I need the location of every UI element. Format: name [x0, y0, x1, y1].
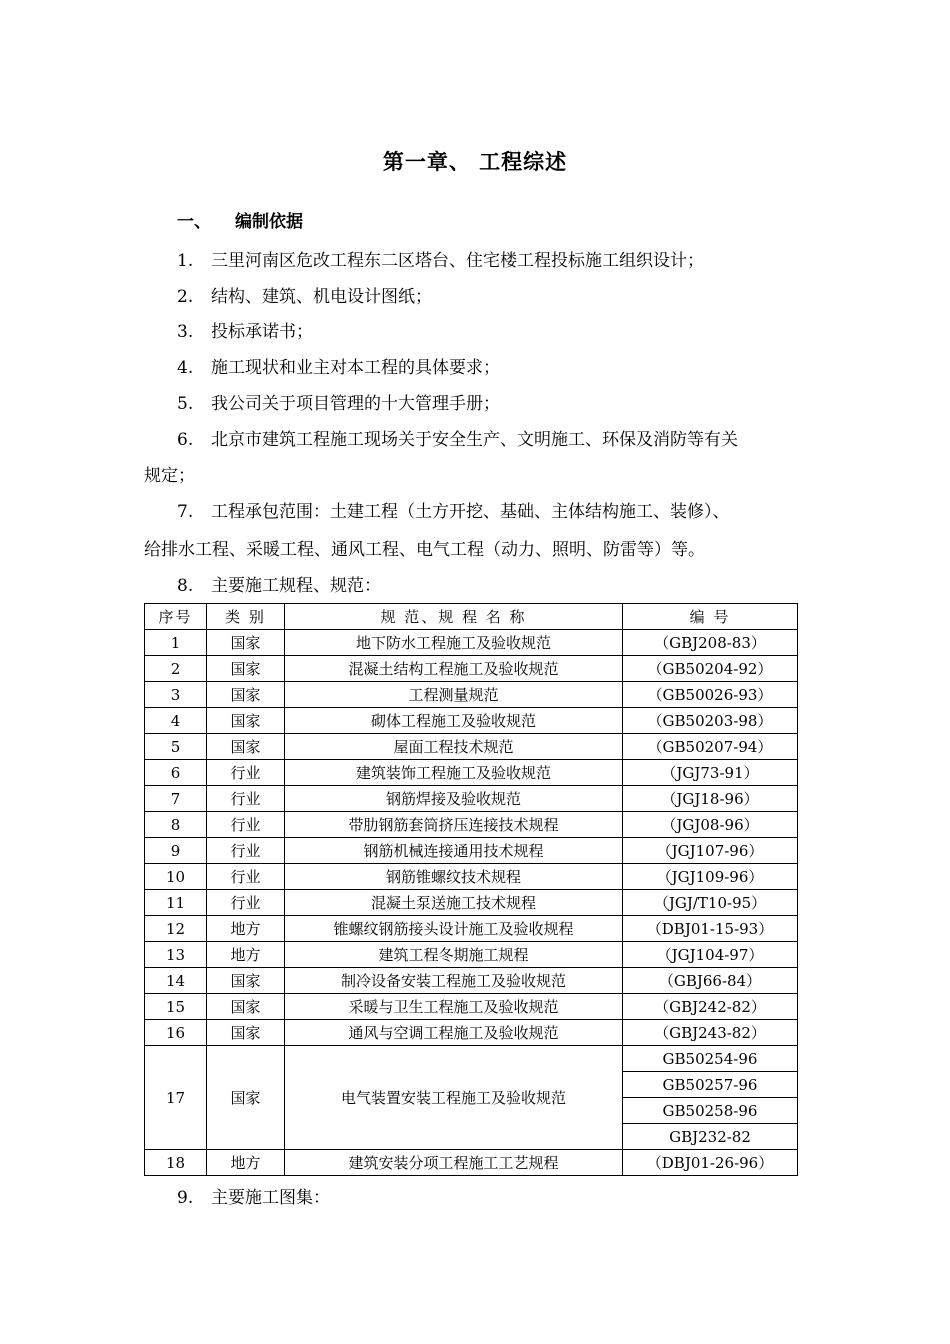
- cell-number: 17: [145, 1046, 207, 1150]
- list-item-number: 5.: [177, 394, 194, 414]
- cell-code: （GBJ66-84）: [623, 968, 798, 994]
- chapter-title: 第一章、 工程综述: [382, 150, 568, 174]
- table-row: [145, 708, 798, 734]
- header-category: 类 别: [207, 604, 285, 630]
- cell-number: 13: [145, 942, 207, 968]
- cell-category: 国家: [207, 630, 285, 656]
- list-item: [177, 497, 730, 522]
- cell-category: 行业: [207, 812, 285, 838]
- list-item-text: 工程承包范围：土建工程（土方开挖、基础、主体结构施工、装修）、: [211, 502, 730, 522]
- cell-number: 1: [145, 630, 207, 656]
- cell-category: 国家: [207, 734, 285, 760]
- table-row: [145, 916, 798, 942]
- cell-code: （GB50026-93）: [623, 682, 798, 708]
- cell-name: 锥螺纹钢筋接头设计施工及验收规程: [285, 916, 623, 942]
- cell-name: 带肋钢筋套筒挤压连接技术规程: [285, 812, 623, 838]
- list-item-text: 施工现状和业主对本工程的具体要求；: [211, 358, 500, 378]
- list-item: [177, 425, 738, 450]
- table-row: [145, 656, 798, 682]
- list-item-number: 8.: [177, 576, 194, 596]
- cell-name: 建筑装饰工程施工及验收规范: [285, 760, 623, 786]
- list-item: [177, 353, 500, 378]
- list-item-number: 3.: [177, 322, 194, 342]
- cell-number: 5: [145, 734, 207, 760]
- cell-category: 行业: [207, 786, 285, 812]
- cell-category: 国家: [207, 968, 285, 994]
- section-heading: [177, 207, 303, 232]
- cell-category: 行业: [207, 760, 285, 786]
- cell-category: 行业: [207, 890, 285, 916]
- list-item-text: 主要施工规程、规范：: [211, 576, 381, 596]
- list-item-number: 2.: [177, 287, 194, 307]
- cell-name: 电气装置安装工程施工及验收规范: [285, 1046, 623, 1150]
- cell-number: 8: [145, 812, 207, 838]
- cell-name: 砌体工程施工及验收规范: [285, 708, 623, 734]
- cell-number: 7: [145, 786, 207, 812]
- cell-name: 工程测量规范: [285, 682, 623, 708]
- list-item: [177, 1183, 330, 1208]
- cell-category: 国家: [207, 1046, 285, 1150]
- list-item-number: 9.: [177, 1188, 194, 1208]
- table-row: [145, 1020, 798, 1046]
- table-header-row: [145, 604, 798, 630]
- cell-category: 行业: [207, 864, 285, 890]
- table-row: [145, 890, 798, 916]
- cell-code: GB50258-96: [623, 1098, 798, 1124]
- list-item: [177, 389, 500, 414]
- cell-name: 采暖与卫生工程施工及验收规范: [285, 994, 623, 1020]
- cell-code: （GBJ243-82）: [623, 1020, 798, 1046]
- list-item: [177, 317, 313, 342]
- cell-code: （GB50207-94）: [623, 734, 798, 760]
- list-item-number: 1.: [177, 251, 194, 271]
- cell-name: 钢筋机械连接通用技术规程: [285, 838, 623, 864]
- cell-name: 钢筋焊接及验收规范: [285, 786, 623, 812]
- table-row: [145, 968, 798, 994]
- list-item: [177, 282, 432, 307]
- cell-code: （GBJ242-82）: [623, 994, 798, 1020]
- cell-name: 制冷设备安装工程施工及验收规范: [285, 968, 623, 994]
- cell-name: 建筑工程冬期施工规程: [285, 942, 623, 968]
- section-number: 一、: [177, 212, 211, 232]
- cell-number: 16: [145, 1020, 207, 1046]
- cell-code: （GBJ208-83）: [623, 630, 798, 656]
- header-code: 编 号: [623, 604, 798, 630]
- cell-code: （DBJ01-26-96）: [623, 1150, 798, 1176]
- cell-code: GB50257-96: [623, 1072, 798, 1098]
- cell-code: （GB50204-92）: [623, 656, 798, 682]
- cell-code: （JGJ18-96）: [623, 786, 798, 812]
- cell-number: 12: [145, 916, 207, 942]
- cell-code: GB50254-96: [623, 1046, 798, 1072]
- list-item-text: 投标承诺书；: [211, 322, 313, 342]
- table-row: [145, 864, 798, 890]
- cell-code: （JGJ73-91）: [623, 760, 798, 786]
- cell-category: 国家: [207, 994, 285, 1020]
- cell-code: GBJ232-82: [623, 1124, 798, 1150]
- cell-name: 屋面工程技术规范: [285, 734, 623, 760]
- cell-code: （JGJ104-97）: [623, 942, 798, 968]
- cell-name: 混凝土泵送施工技术规程: [285, 890, 623, 916]
- table-row: [145, 942, 798, 968]
- list-item-number: 4.: [177, 358, 194, 378]
- cell-code: （JGJ08-96）: [623, 812, 798, 838]
- cell-category: 国家: [207, 1020, 285, 1046]
- list-item-text: 北京市建筑工程施工现场关于安全生产、文明施工、环保及消防等有关: [211, 430, 738, 450]
- list-item: [177, 246, 704, 271]
- cell-category: 行业: [207, 838, 285, 864]
- cell-number: 10: [145, 864, 207, 890]
- table-row: [145, 630, 798, 656]
- table-row: [145, 682, 798, 708]
- cell-name: 建筑安装分项工程施工工艺规程: [285, 1150, 623, 1176]
- cell-category: 地方: [207, 942, 285, 968]
- cell-name: 地下防水工程施工及验收规范: [285, 630, 623, 656]
- section-title: 编制依据: [235, 212, 303, 232]
- table-row: [145, 786, 798, 812]
- list-item: [177, 571, 381, 596]
- table-row: [145, 760, 798, 786]
- list-item-continuation: 规定；: [144, 466, 195, 486]
- cell-number: 3: [145, 682, 207, 708]
- cell-number: 11: [145, 890, 207, 916]
- cell-number: 18: [145, 1150, 207, 1176]
- header-name: 规 范、规 程 名 称: [285, 604, 623, 630]
- table-row: [145, 812, 798, 838]
- cell-code: （DBJ01-15-93）: [623, 916, 798, 942]
- cell-code: （JGJ107-96）: [623, 838, 798, 864]
- cell-number: 4: [145, 708, 207, 734]
- cell-category: 地方: [207, 916, 285, 942]
- list-item-text: 我公司关于项目管理的十大管理手册；: [211, 394, 500, 414]
- table-row: [145, 1046, 798, 1072]
- table-row: [145, 734, 798, 760]
- list-item-number: 7.: [177, 502, 194, 522]
- cell-number: 15: [145, 994, 207, 1020]
- cell-name: 通风与空调工程施工及验收规范: [285, 1020, 623, 1046]
- list-item-continuation: 给排水工程、采暖工程、通风工程、电气工程（动力、照明、防雷等）等。: [144, 540, 705, 560]
- list-item-number: 6.: [177, 430, 194, 450]
- cell-code: （JGJ109-96）: [623, 864, 798, 890]
- table-row: [145, 994, 798, 1020]
- list-item-text: 结构、建筑、机电设计图纸；: [211, 287, 432, 307]
- cell-category: 国家: [207, 708, 285, 734]
- cell-number: 14: [145, 968, 207, 994]
- cell-code: （GB50203-98）: [623, 708, 798, 734]
- header-number: 序号: [145, 604, 207, 630]
- table-row: [145, 1150, 798, 1176]
- cell-category: 地方: [207, 1150, 285, 1176]
- cell-name: 混凝土结构工程施工及验收规范: [285, 656, 623, 682]
- list-item-text: 主要施工图集：: [211, 1188, 330, 1208]
- cell-number: 9: [145, 838, 207, 864]
- standards-table: [144, 603, 798, 1176]
- cell-category: 国家: [207, 682, 285, 708]
- cell-number: 2: [145, 656, 207, 682]
- list-item-text: 三里河南区危改工程东二区塔台、住宅楼工程投标施工组织设计；: [211, 251, 704, 271]
- cell-code: （JGJ/T10-95）: [623, 890, 798, 916]
- cell-name: 钢筋锥螺纹技术规程: [285, 864, 623, 890]
- cell-category: 国家: [207, 656, 285, 682]
- table-row: [145, 838, 798, 864]
- cell-number: 6: [145, 760, 207, 786]
